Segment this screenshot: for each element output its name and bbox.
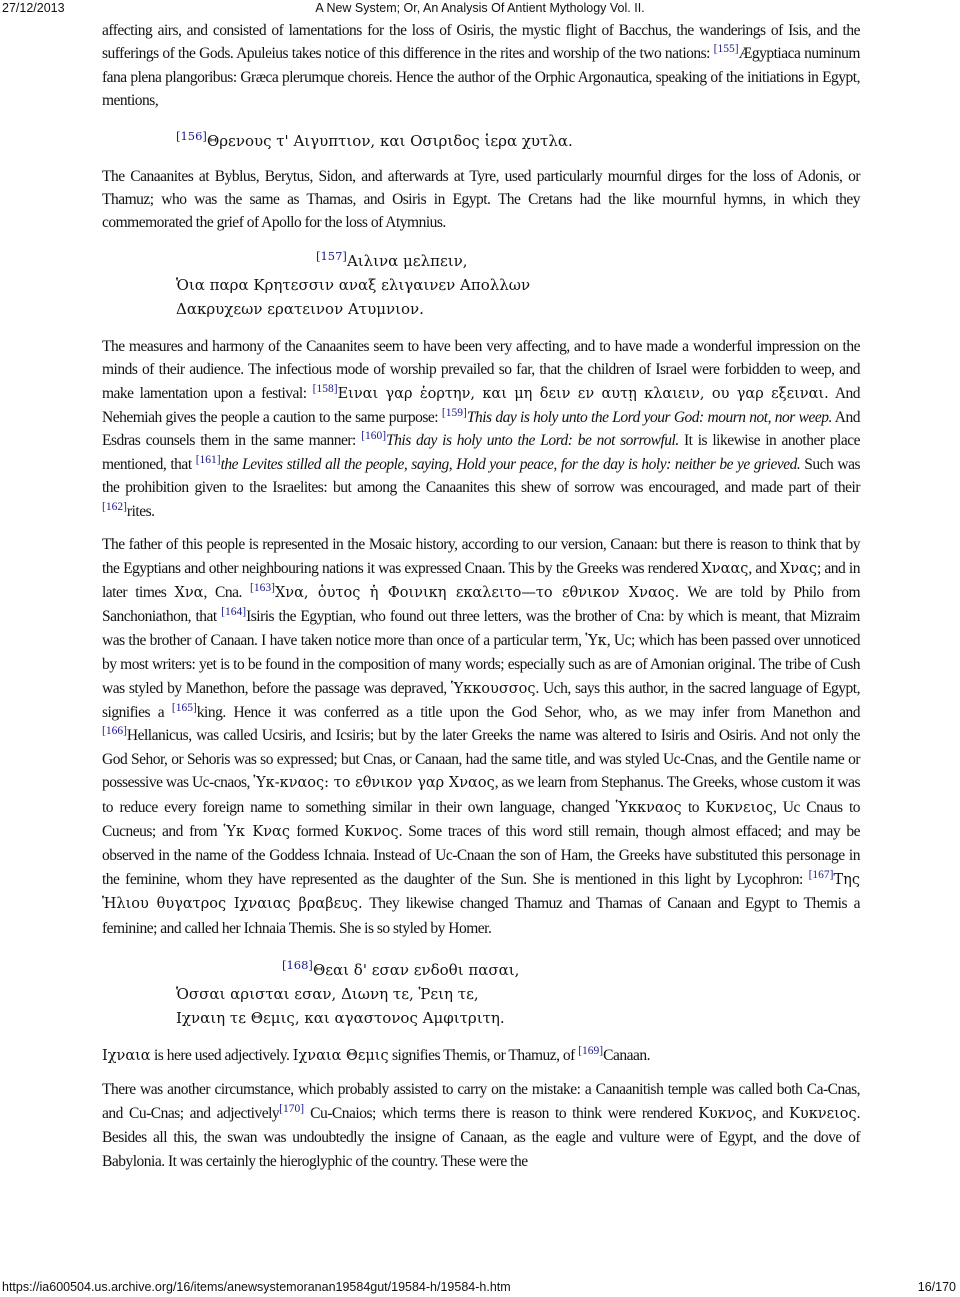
text-run: formed [289,822,345,840]
greek-text: Ειναι γαρ ἑορτην, και μη δειν εν αυτῃ κλαιειν, ου γαρ εξειναι. [337,385,829,402]
verse-line: Δακρυχεων ερατεινον Ατυμνιον. [176,299,424,318]
footnote-link-169[interactable]: [169] [578,1044,604,1057]
greek-text: Ὑκκναος [615,799,682,816]
greek-text: Χναας [701,560,749,577]
text-run: The measures and harmony of the Canaanites seem to have been very affecting, and to have made a wonderful impression on the minds of their audience. The infectious mode of worship prevailed so far, that the children of Israel were forbidden to weep, and make lamentation upon a festival: [102,337,860,402]
page-header [0,0,960,20]
verse-line: Ιχναιη τε Θεμις, και αγαστονος Αμφιτριτη. [176,1009,505,1027]
greek-text: Ὑκ Κνας [223,823,290,840]
text-run: rites. [126,502,155,520]
greek-text: Της Ἡλιου θυγατρος Ιχναιας βραβευς. [102,871,860,913]
text-run: Isiris the Egyptian, who found out three letters, was the brother of Cna: by which is meant, that Mizraim was the brother of Canaan. I have taken notice more than once of a particular term, [102,608,860,649]
text-run: It is likewise in another place mentioned, that [102,432,860,473]
greek-text: Κυκνος [698,1105,753,1122]
verse-line [102,129,860,153]
text-run: There was another circumstance, which probably assisted to carry on the mistake: a Canaanitish temple was called both Ca-Cnas, and Cu-Cnas; and adjectively [102,1081,860,1122]
text-run: , and [748,559,780,577]
paragraph [102,1044,860,1068]
footnote-link-166[interactable]: [166] [102,725,127,738]
text-run: . Uch, says this author, in the sacred language of Egypt, signifies a [102,679,860,721]
footnote-link-155[interactable]: [155] [713,43,739,56]
text-run: , as we learn from Stephanus. The Greeks, whose custom it was to reduce every foreign name to something similar in their own language, changed [102,774,861,816]
greek-verse-156 [102,129,860,153]
text-run: , Cna. [203,583,251,601]
footnote-link-167[interactable]: [167] [808,868,834,881]
text-run: Cu-Cnaios; which terms there is reason to think were rendered [304,1104,699,1122]
verse-line: Ὁσσαι αρισται εσαν, Διωνη τε, Ῥειη τε, [176,985,479,1003]
verse-line: Ὁια παρα Κρητεσσιν αναξ ελιγαινεν Απολλων [176,275,531,294]
footnote-link-163[interactable]: [163] [250,581,275,594]
text-run: . Besides all this, the swan was undoubtedly the insigne of Canaan, as the eagle and vulture were of Egypt, and the dove of Babylonia. It was certainly the hieroglyphic of the country. These were the [102,1104,860,1170]
text-run: And Nehemiah gives the people a caution to the same purpose: [102,384,861,427]
text-run: is here used adjectively. [150,1047,293,1064]
footnote-link-164[interactable]: [164] [221,606,247,619]
text-run: They likewise changed Thamuz and Thamas of Canaan and Egypt to Themis a feminine; and called her Ichnaia Themis. She is so styled by Homer. [102,895,860,937]
greek-text: Ὑκ [585,632,607,649]
print-date: 27/12/2013 [2,1,65,15]
greek-text: Κυκνειος [789,1105,857,1122]
footnote-link-161[interactable]: [161] [195,453,221,466]
text-run: signifies Themis, or Thamuz, of [388,1047,579,1064]
greek-text: Ιχναια [102,1048,151,1064]
greek-text: Ὑκκουσσος [450,680,536,697]
text-run: affecting airs, and consisted of lamentations for the loss of Osiris, the mystic flight of Bacchus, the wanderings of Isis, and the sufferings of the Gods. Apuleius takes notice of this difference in the rites and worship of the two nations: [102,22,860,63]
footnote-link-158[interactable]: [158] [312,382,338,395]
footnote-link-157[interactable]: [157] [316,248,347,263]
verse-text: Αιλινα μελπειν, [346,251,468,270]
text-run: And Esdras counsels them in the same manner: [102,409,860,450]
footnote-link-159[interactable]: [159] [441,406,467,419]
footnote-link-162[interactable]: [162] [102,500,127,513]
source-url: https://ia600504.us.archive.org/16/items/anewsystemoranan19584gut/19584-h/19584-h.htm [2,1280,511,1294]
greek-verse-157 [102,249,860,321]
page-number: 16/170 [917,1280,956,1294]
text-run: , Uc; which has been passed over unnoticed by most writers: yet is to be found in the composition of many words; especially such as are of Amonian original. The tribe of Cush was styled by Manethon, before the passage was depraved, [102,631,861,697]
text-run: The father of this people is represented in the Mosaic history, according to our version, Canaan: but there is reason to think that by the Egyptians and other neighbouring nations it was expressed Cnaan. This by the Greeks was rendered [102,536,860,577]
text-run: king. Hence it was conferred as a title upon the God Sehor, who, as we may infer from Manethon and [196,703,860,721]
text-run: We are told by Philo from Sanchoniathon, that [102,583,861,626]
page-footer [0,1277,960,1297]
paragraph [102,1078,860,1173]
greek-text: Κυκνος [344,823,399,840]
paragraph [102,165,860,235]
greek-text: Ιχναια Θεμις [292,1048,389,1064]
text-run: . Some traces of this word still remain, though almost effaced; and may be observed in the name of the Goddess Ichnaia. Instead of Uc-Cnaan the son of Ham, the Greeks have substituted this personage in the feminine, whom they have represented as the daughter of the Sun. She is mentioned in this light by Lycophron: [102,822,860,888]
document-title: A New System; Or, An Analysis Of Antient Mythology Vol. II. [315,1,645,15]
quotation: This day is holy unto the Lord your God: mourn not, nor weep. [466,409,832,427]
text-run: , Uc Cnaus to Cucneus; and from [102,798,860,840]
greek-text: Χνα, ὁυτος ἡ Φοινικη εκαλειτο—το εθνικον Χναος. [274,584,680,601]
greek-text: Χνα [174,584,204,601]
text-run: Such was the prohibition given to the Israelites: but among the Canaanites this shew of sorrow was encouraged, and made part of their [102,455,860,497]
greek-text: Κυκνειος [705,799,774,816]
verse-line [102,249,860,273]
quotation: This day is holy unto the Lord: be not sorrowful. [386,432,679,450]
text-run: Canaan. [603,1047,650,1064]
paragraph [102,533,860,940]
verse-text: Θεαι δ' εσαν ενδοθι πασαι, [312,961,520,979]
paragraph [102,19,860,113]
text-run: ; and in later times [102,559,860,601]
greek-text: Ὑκ-κναος: το εθνικον γαρ Χναος [253,775,495,792]
text-run: Ægyptiaca numinum fana plena plangoribus: Græca plerumque choreis. Hence the author of the Orphic Argonautica, speaking of the initiations in Egypt, mentions, [102,45,860,110]
footnote-link-168[interactable]: [168] [282,958,313,972]
text-run: to [681,798,706,816]
verse-line [102,958,860,982]
footnote-link-156[interactable]: [156] [176,128,207,143]
document-body [102,19,860,1183]
greek-verse-168 [102,958,860,1030]
text-run: The Canaanites at Byblus, Berytus, Sidon, and afterwards at Tyre, used particularly mournful dirges for the loss of Adonis, or Thamuz; who was the same as Thamas, and Osiris in Egypt. The Cretans had the like mournful hymns, in which they commemorated the grief of Apollo for the loss of Atymnius. [102,167,860,232]
verse-text: Θρενους τ' Αιγυπτιον, και Οσιριδος ἱερα χυτλα. [206,131,573,150]
paragraph [102,335,860,523]
footnote-link-170[interactable]: [170] [279,1102,305,1115]
footnote-link-165[interactable]: [165] [171,701,197,714]
text-run: Hellanicus, was called Ucsiris, and Icsiris; but by the later Greeks the name was altered to Isiris and Osiris. And not only the God Sehor, or Sehoris was so expressed; but Cnas, or Canaan, had the same title, and was styled Uc-Cnas, and the Gentile name or possessive was Uc-cnaos, [102,727,860,792]
quotation: the Levites stilled all the people, saying, Hold your peace, for the day is holy: neither be ye grieved. [220,455,801,473]
footnote-link-160[interactable]: [160] [361,430,387,443]
text-run: , and [752,1104,790,1122]
greek-text: Χνας [779,560,817,577]
